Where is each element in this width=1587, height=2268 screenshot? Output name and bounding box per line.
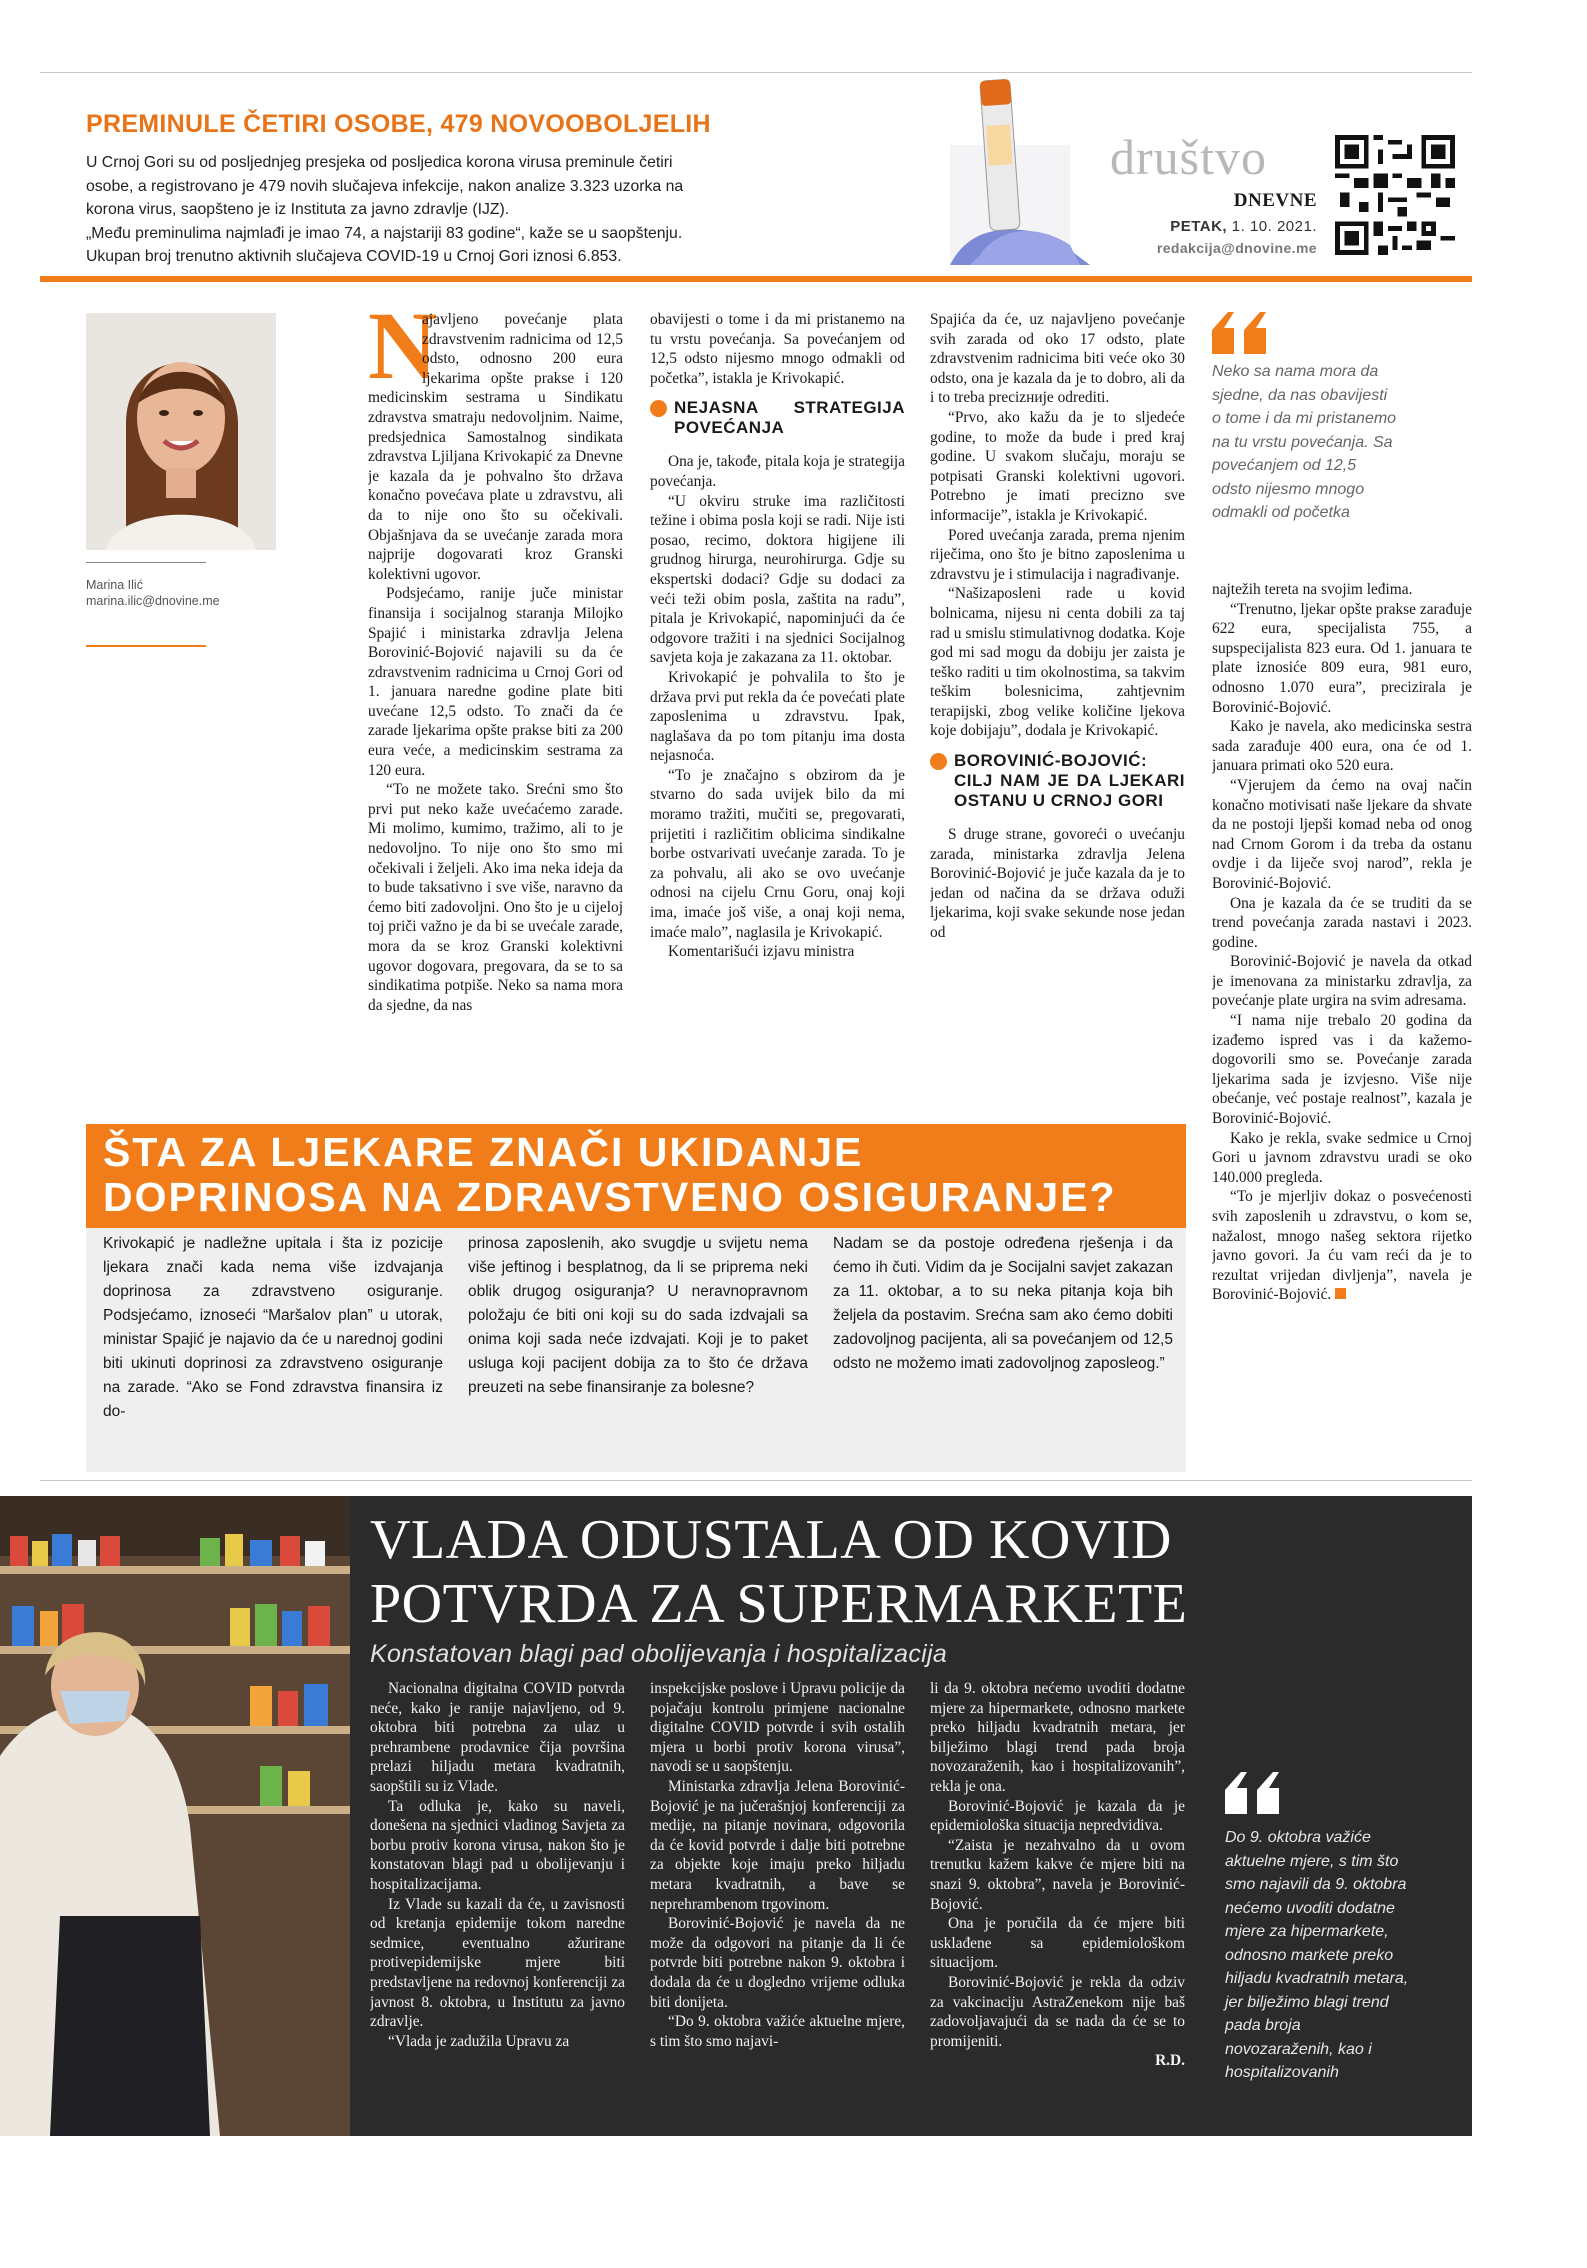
- section-name: društvo: [1110, 129, 1267, 185]
- brief-text: U Crnoj Gori su od posljednjeg presjeka od posljedica korona virusa preminule četiri osobe, a registrovano je 479 novih slučajeva infekcije, nakon analize 3.323 uzorka na korona virus, saopšteno je iz Instituta za javno zdravlje (IJZ). „Među preminulima najmlađi je imao 74, a najstariji 83 godine“, kaže se u saopštenju. Ukupan broj trenutno aktivnih slučajeva COVID-19 u Crnoj Gori iznosi 6.853.: [86, 154, 684, 265]
- paper-name: DNEVNE: [1233, 190, 1317, 211]
- test-swab-illustration: [930, 75, 1100, 275]
- author-bottom-rule: [86, 645, 206, 647]
- article2-panel: [0, 1496, 1472, 2136]
- article2-title: VLADA ODUSTALA OD KOVID POTVRDA ZA SUPERMARKETE: [370, 1509, 1188, 1635]
- article1-column-4: najtežih tereta na svojim leđima. “Trenutno, ljekar opšte prakse zarađuje 622 eura, specijalista 755, a supspecijalista 823 eura. Od 1. januara te plate iznosiće 809 eura, 981 euro, odnosno 1.070 eura”, precizirala je Borovinić-Bojović. Kako je navela, ako medicinska sestra sada zarađuje 400 eura, ona će od 1. januara primati oko 520 eura. “Vjerujem da ćemo na ovaj način konačno motivisati naše ljekare da shvate da ne postoji ljepši komad neba od onog nad Crnom Gorom i da treba da ostanu ovdje i da liječe svoj narod”, rekla je Borovinić-Bojović. Ona je kazala da će se truditi da se trend povećanja zarada nastavi i 2023. godine. Borovinić-Bojović je navela da otkad je imenovana za ministarku zdravlja, za povećanje plate urgira na svim adresama. “I nama nije trebalo 20 godina da izađemo ispred vas i da kažemo-dogovorili smo se. Povećanje zarada ljekarima sada je izvjesno. Više nije obećanje, već postaje realnost”, kazala je Borovinić-Bojović. Kako je rekla, svake sedmice u Crnoj Gori u javnom zdravstvu uradi se oko 140.000 pregleda. “To je mjerljiv dokaz o posvećenosti svih zaposlenih u zdravstvu, o kom se, nažalost, mnogo našeg sektora rijetko javno govori. Ja ću vam reći da je to rezultat vrijedan divljenja”, navela je Borovinić-Bojović.: [1212, 581, 1472, 1304]
- article2-column-3: li da 9. oktobra nećemo uvoditi dodatne mjere za hipermarkete, odnosno markete preko hiljadu kvadratnih metara, jer bilježimo blagi trend pada broja novozaraženih, kao i hospitalizovanih”, rekla je ona. Borovinić-Bojović je kazala da je epidemiološka situacija nepredvidiva. “Zaista je nezahvalno da u ovom trenutku kažem kakve će mjere biti na snazi 9. oktobra”, navela je Borovinić-Bojović. Ona je poručila da će mjere biti usklađene sa epidemiološkom situacijom. Borovinić-Bojović je rekla da odziv za vakcinaciju AstraZenekom nije baš zadovoljavajući da se nada da će se to promijeniti. R.D.: [930, 1680, 1185, 2070]
- supermarket-photo: [0, 1496, 350, 2136]
- author-email[interactable]: marina.ilic@dnovine.me: [86, 594, 220, 608]
- author-rule: [86, 562, 206, 563]
- top-rule: [40, 72, 1472, 73]
- article1-column-3: Spajića da će, uz najavljeno povećanje svih zarada od oko 17 odsto, plate zdravstvenim radnicima biti veće oko 30 odsto, ona je kazala da je to dobro, ali da i to treba precizније odrediti. “Prvo, ako kažu da je to sljedeće godine, to može da bude i pred kraj godine. U svakom slučaju, moraju se potpisati Granski kolektivni ugovori. Potrebno je imati precizno sve informacije”, istakla je Krivokapić. Pored uvećanja zarada, prema njenim riječima, ono što je bitno zaposlenima u zdravstvu je i stimulacija i nagrađivanje. “Našizaposleni rade u kovid bolnicama, nijesu ni centa dobili za taj rad u smislu stimulativnog dodatka. Koje god mi sad mogu da dobiju jer zaista je teško raditi u tim okolnostima, sa takvim teškim bolesnicima, zahtjevnim terapijski, zbog velike količine ljekova koje dobijaju”, dodala je Krivokapić. BOROVINIĆ-BOJOVIĆ: CILJ NAM JE DA LJEKARI OSTANU U CRNOJ GORI S druge strane, govoreći o uvećanju zarada, ministarka zdravlja Jelena Borovinić-Bojović je juče kazala da je to jedan od načina da se država oduži ljekarima, koji svake sekunde nose jedan od: [930, 311, 1185, 942]
- author-name: Marina Ilić: [86, 578, 143, 592]
- issue-date: PETAK, 1. 10. 2021.: [1170, 218, 1317, 235]
- box-title: ŠTA ZA LJEKARE ZNAČI UKIDANJE DOPRINOSA NA ZDRAVSTVENO OSIGURANJE?: [103, 1129, 1117, 1220]
- end-mark-icon: [1335, 1288, 1346, 1299]
- author-photo: [86, 313, 276, 550]
- article2-subtitle: Konstatovan blagi pad obolijevanja i hospitalizacija: [370, 1640, 948, 1668]
- article2-column-2: inspekcijske poslove i Upravu policije da pojačaju kontrolu primjene nacionalne digitalne COVID potvrde i svih ostalih mjera u borbi protiv korona virusa”, navodi se u saopštenju. Ministarka zdravlja Jelena Borovinić-Bojović je na jučerašnjoj konferenciji za medije, na pitanje novinara, odgovorila da će kovid potvrde i dalje biti potrebne za objekte koje imaju preko hiljadu metara kvadratnih, a bave se neprehrambenom trgovinom. Borovinić-Bojović je navela da ne može da odgovori na pitanje da li će potvrde biti potrebne nakon 9. oktobra i dodala da će u dogledno vrijeme odluka biti donijeta. “Do 9. oktobra važiće aktuelne mjere, s tim što smo najavi-: [650, 1680, 905, 2050]
- quote-mark-icon-2: [1225, 1772, 1285, 1814]
- subheading-goal: BOROVINIĆ-BOJOVIĆ: CILJ NAM JE DA LJEKARI OSTANU U CRNOJ GORI: [930, 751, 1185, 811]
- article1-column-2: obavijesti o tome i da mi pristanemo na tu vrstu povećanja. Sa povećanjem od 12,5 odsto nijesmo mnogo odmakli od početka”, istakla je Krivokapić. NEJASNA STRATEGIJA POVEĆANJA Ona je, takođe, pitala koja je strategija povećanja. “U okviru struke ima različitosti težine i obima posla koji se radi. Nije isti posao, recimo, doktora higijene ili grudnog hirurga, neurohirurga. Gdje su ekspertski dodaci? Gdje su dodaci za veći teži obim posla, zaštita na radu”, pitala je Krivokapić, napominjući da će odgovore tražiti i na sjednici Socijalnog savjeta koja je zakazana za 11. oktobar. Krivokapić je pohvalila to što je država prvi put rekla da će povećati plate zaposlenima u zdravstvu. Ipak, naglašava da po tom pitanju ima dosta nejasnoća. “To je značajno s obzirom da je stvarno do sada uvijek bilo da mi moramo tražiti, mučiti se, pregovarati, prijetiti i različitim oblicima sindikalne borbe ostvarivati uvećanje zarada. To je za pohvalu, ali ako se ovo uvećanje odnosi na cijelu Crnu Goru, onaj koji ima, imaće još više, a onaj koji nema, imaće malo”, naglasila je Krivokapić. Komentarišući izjavu ministra: [650, 311, 905, 961]
- box-column-3: Nadam se da postoje određena rješenja i da ćemo ih čuti. Vidim da je Socijalni savjet zakazan za 11. oktobar, a to su neka pitanja koja bih željela da postavim. Srećna sam ako ćemo dobiti zadovoljnog pacijenta, ali sa povećanjem od 12,5 odsto ne možemo imati zadovoljnog zaposleog.”: [833, 1235, 1173, 1372]
- drop-cap: N: [368, 292, 438, 399]
- brief-title: PREMINULE ČETIRI OSOBE, 479 NOVOOBOLJELIH: [86, 110, 711, 138]
- article2-column-1: Nacionalna digitalna COVID potvrda neće, kako je ranije najavljeno, od 9. oktobra biti potrebna za ulaz u prehrambene prodavnice čija površina prelazi hiljadu metara kvadratnih, saopštili su iz Vlade. Ta odluka je, kako su naveli, donešena na sjednici vladinog Savjeta za borbu protiv korona virusa, nakon što je konstatovan blagi pad u obolijevanju i hospitalizacijama. Iz Vlade su kazali da će, u zavisnosti od kretanja epidemije tokom naredne sedmice, eventualno ažurirane protivepidemijske mjere biti predstavljene na redovnoj konferenciji za javnost 8. oktobra, u Institutu za javno zdravlje. “Vlada je zadužila Upravu za: [370, 1680, 625, 2050]
- article2-signature: R.D.: [1155, 2052, 1185, 2070]
- qr-code[interactable]: [1335, 135, 1455, 255]
- pull-quote-1: Neko sa nama mora da sjedne, da nas obavijesti o tome i da mi pristanemo na tu vrstu povećanja. Sa povećanjem od 12,5 odsto nijesmo mnogo odmakli od početka: [1212, 363, 1397, 521]
- box-column-1: Krivokapić je nadležne upitala i šta iz pozicije ljekara znači kada nema više izdvajanja doprinosa za zdravstveno osiguranje. Podsjećamo, iznoseći “Maršalov plan” u utorak, ministar Spajić je najavio da će u narednoj godini biti ukinuti doprinosi za zdravstveno osiguranje na zarade. “Ako se Fond zdravstva finansira iz do-: [103, 1235, 443, 1420]
- header-orange-rule: [40, 276, 1472, 282]
- article1-column-1-body: ajavljeno povećanje plata zdravstvenim radnicima od 12,5 odsto, odnosno 200 eura ljekarima opšte prakse i 120 medicinskim sestrama u Sindikatu zdravstva smatraju nedovoljnim. Naime, predsjednica Samostalnog sindikata zdravstva Ljiljana Krivokapić za Dnevne je kazala da je pohvalno što država konačno povećava plate u zdravstvu, ali da to nije ono što su očekivali. Objašnjava da se uvećanje zarada mora najprije dogovarati kroz Granski kolektivni ugovor. Podsjećamo, ranije juče ministar finansija i socijalnog staranja Milojko Spajić i ministarka zdravlja Jelena Borovinić-Bojović najavili su da će zdravstvenim radnicima u Crnoj Gori od 1. januara naredne godine plate biti uvećane 12,5 odsto. To znači da će zarade ljekarima opšte prakse biti za 200 eura veće, a medicinskim sestrama za 120 eura. “To ne možete tako. Srećni smo što prvi put neko kaže uvećaćemo zarade. Mi molimo, kumimo, tražimo, ali to je nedovoljno. To nije ono što smo mi očekivali i željeli. Ako ima neka ideja da to bude taksativno i sve više, naravno da ćemo biti zadovoljni. Ono što je u cijeloj toj priči važno je da bi se uvećale zarade, mora da se kroz Granski kolektivni ugovor dogovara, pregovara, da se to sa sindikatima potpiše. Neko sa nama mora da sjedne, da nas: [368, 311, 623, 1014]
- quote-mark-icon: [1212, 312, 1272, 354]
- contact-email[interactable]: redakcija@dnovine.me: [1156, 240, 1317, 256]
- pull-quote-2: Do 9. oktobra važiće aktuelne mjere, s tim što smo najavili da 9. oktobra nećemo uvoditi dodatne mjere za hipermarkete, odnosno markete preko hiljadu kvadratnih metara, jer bilježimo blagi trend pada broja novozaraženih, kao i hospitalizovanih: [1225, 1829, 1409, 2081]
- subheading-strategy: NEJASNA STRATEGIJA POVEĆANJA: [650, 398, 905, 438]
- box-column-2: prinosa zaposlenih, ako svugdje u svijetu nema više jeftinog i besplatnog, da li se priprema neki oblik drugog osiguranja? U neravnopravnom položaju će biti oni koji su do sada izdvajali sa onima koji sada neće izdvajati. Koji je to paket usluga koji pacijent dobija za to što će država preuzeti na sebe finansiranje za bolesne?: [468, 1235, 808, 1396]
- section-divider: [40, 1480, 1472, 1481]
